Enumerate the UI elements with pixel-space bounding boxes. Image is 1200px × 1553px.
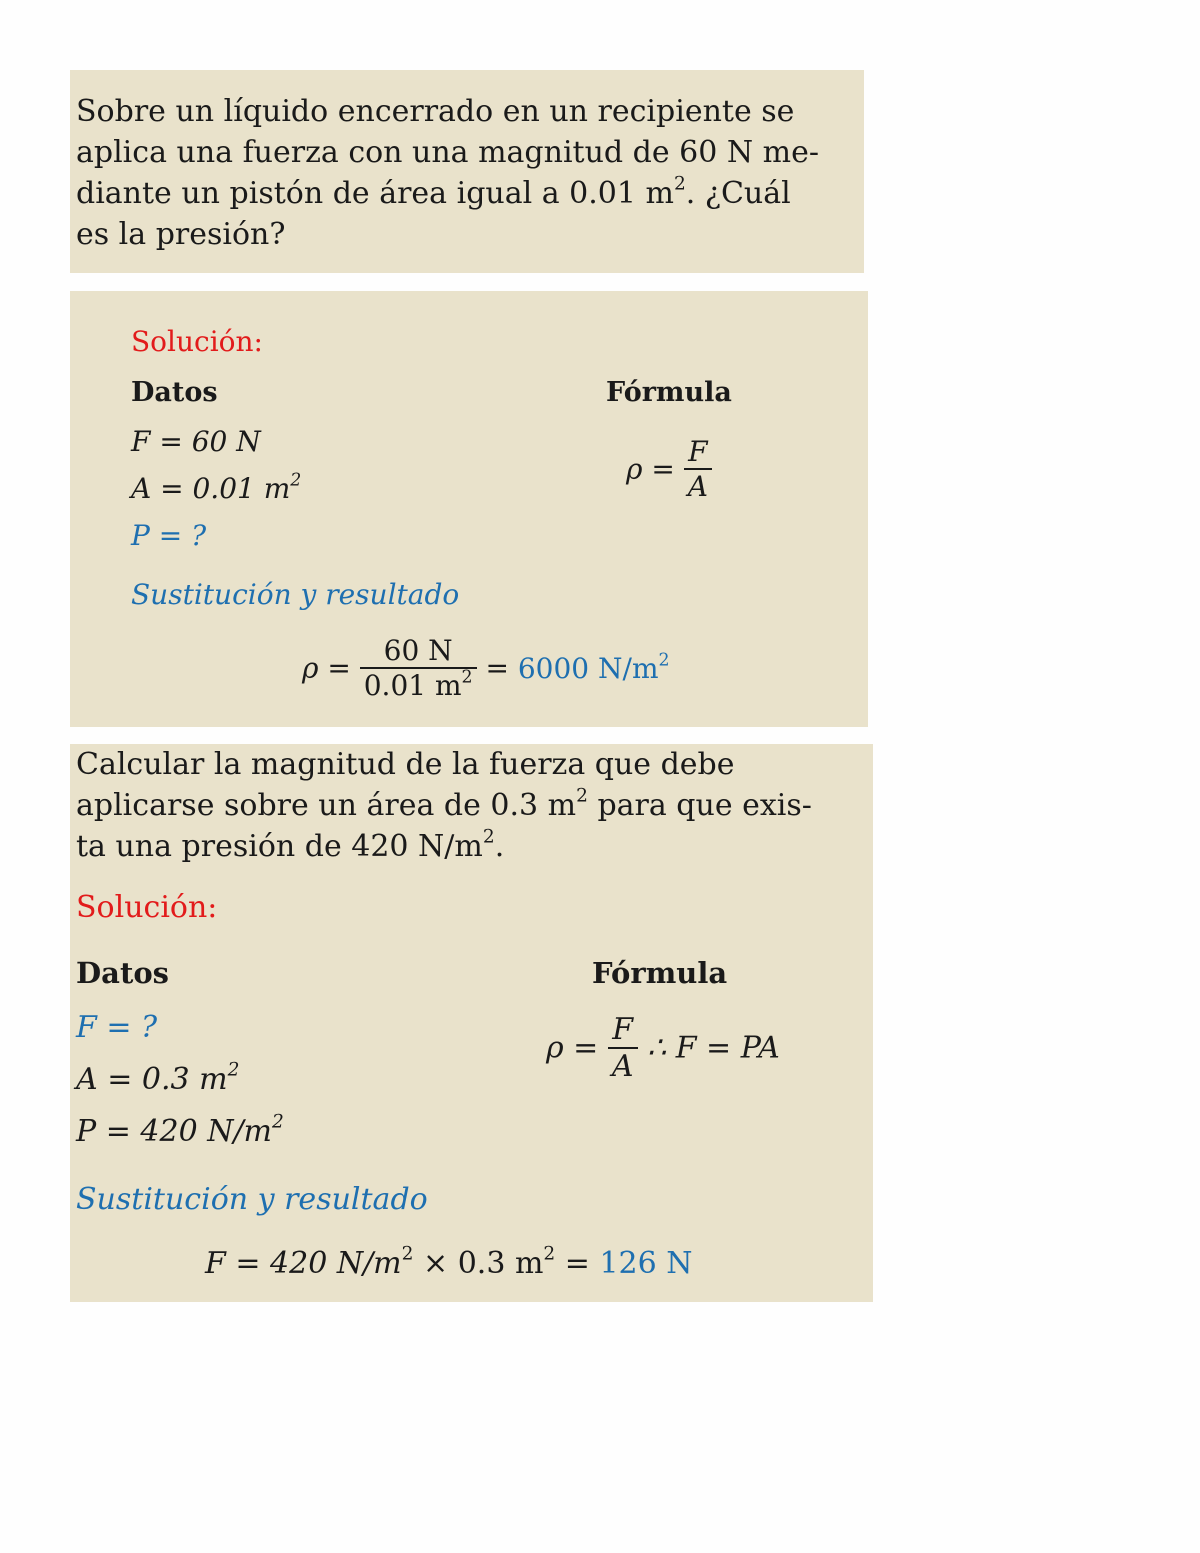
datos-area-text: A = 0.3 m — [76, 1062, 228, 1097]
formula-lhs: ρ = — [546, 1030, 599, 1066]
formula-1 — [626, 435, 712, 503]
superscript: 2 — [227, 1059, 240, 1081]
formula-title: Fórmula — [606, 377, 732, 408]
solution-2-label: Solución: — [76, 890, 218, 925]
fraction-denominator: A — [687, 470, 708, 503]
result-value: 126 N — [599, 1246, 693, 1281]
result-part-3: = — [555, 1246, 600, 1281]
superscript: 2 — [401, 1243, 414, 1265]
fraction-denominator — [360, 669, 477, 702]
equals-sign: = — [485, 651, 509, 685]
substitution-title: Sustitución y resultado — [131, 578, 460, 611]
superscript: 2 — [290, 470, 302, 491]
superscript: 2 — [482, 826, 495, 848]
solution-1-label: Solución: — [131, 325, 263, 358]
datos-title: Datos — [76, 956, 170, 990]
problem-1-line-1: Sobre un líquido encerrado en un recipiente se — [76, 94, 795, 129]
problem-1-box — [70, 70, 864, 273]
result-value-text: 6000 N/m — [517, 651, 659, 685]
problem-2-line-1: Calcular la magnitud de la fuerza que debe — [76, 747, 735, 782]
datos-pressure — [76, 1111, 284, 1149]
fraction — [608, 1012, 638, 1084]
result-equation-1 — [302, 634, 670, 702]
superscript: 2 — [673, 173, 686, 195]
datos-area — [76, 1059, 240, 1097]
fraction-numerator: F — [612, 1012, 634, 1047]
problem-1-line-3-tail: . ¿Cuál — [685, 176, 791, 211]
formula-title: Fórmula — [592, 956, 728, 990]
result-part-1: F = 420 N/m — [205, 1246, 402, 1281]
problem-2-line-3-text: ta una presión de 420 N/m — [76, 829, 483, 864]
result-equation-2 — [205, 1243, 693, 1281]
problem-2-box — [70, 744, 873, 1302]
solution-1-box — [70, 291, 868, 727]
superscript: 2 — [272, 1111, 284, 1133]
superscript: 2 — [543, 1243, 556, 1265]
formula-2 — [546, 1012, 780, 1084]
datos-area-text: A = 0.01 m — [131, 472, 291, 505]
problem-1-line-4: es la presión? — [76, 217, 286, 252]
datos-force-unknown: F = ? — [76, 1010, 158, 1045]
result-lhs: ρ = — [302, 651, 351, 685]
result-part-2: × 0.3 m — [413, 1246, 544, 1281]
substitution-title: Sustitución y resultado — [76, 1182, 428, 1217]
datos-pressure-text: P = 420 N/m — [76, 1114, 272, 1149]
problem-1-line-3 — [76, 173, 791, 214]
denominator-text: 0.01 m — [363, 669, 462, 702]
fraction — [684, 435, 712, 503]
problem-1-line-3-text: diante un pistón de área igual a 0.01 m — [76, 176, 674, 211]
problem-2-line-2 — [76, 785, 812, 826]
problem-2-line-3-tail: . — [494, 829, 505, 864]
superscript: 2 — [576, 785, 588, 807]
fraction-numerator: 60 N — [383, 634, 453, 667]
datos-force: F = 60 N — [131, 425, 261, 458]
superscript: 2 — [658, 650, 670, 671]
datos-pressure-unknown: P = ? — [131, 519, 207, 552]
formula-tail: ∴ F = PA — [647, 1030, 780, 1066]
problem-1-line-2: aplica una fuerza con una magnitud de 60 N me- — [76, 135, 819, 170]
datos-title: Datos — [131, 377, 218, 408]
problem-2-line-3 — [76, 826, 504, 867]
result-value — [518, 652, 670, 685]
superscript: 2 — [461, 667, 473, 688]
datos-area — [131, 472, 301, 505]
problem-2-line-2-text: aplicarse sobre un área de 0.3 m — [76, 788, 577, 823]
fraction-denominator: A — [611, 1049, 634, 1084]
problem-2-line-2-tail: para que exis- — [587, 788, 812, 823]
fraction — [360, 634, 477, 702]
fraction-numerator: F — [688, 435, 708, 468]
formula-lhs: ρ = — [626, 452, 675, 486]
